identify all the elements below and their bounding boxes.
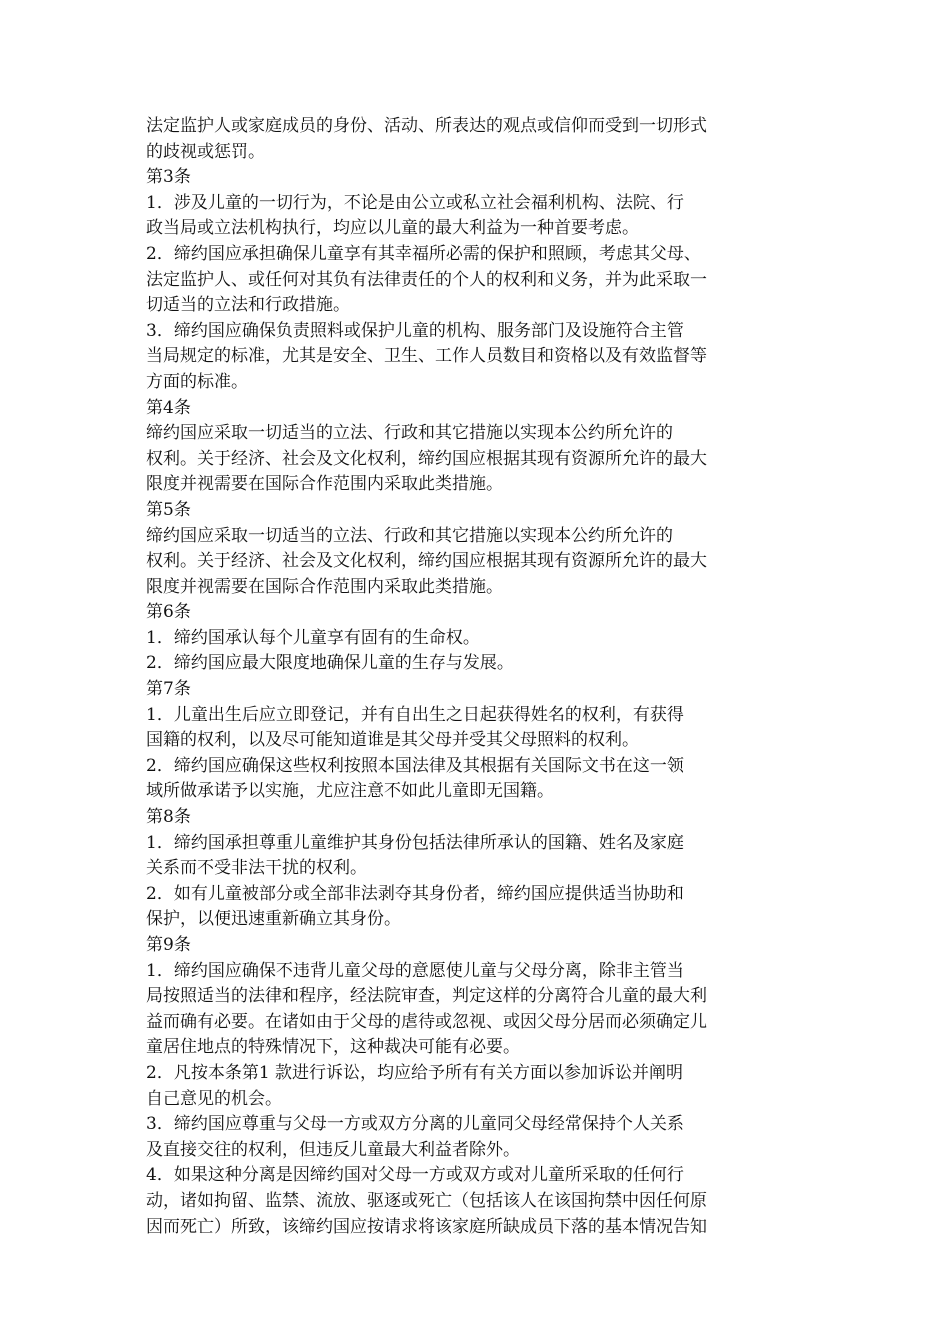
text-line: 1．儿童出生后应立即登记，并有自出生之日起获得姓名的权利，有获得: [146, 704, 684, 725]
text-line: 2．缔约国应最大限度地确保儿童的生存与发展。: [146, 653, 514, 674]
text-line: 1．涉及儿童的一切行为，不论是由公立或私立社会福利机构、法院、行: [146, 192, 684, 213]
text-line: 法定监护人、或任何对其负有法律责任的个人的权利和义务，并为此采取一: [146, 269, 707, 290]
text-line: 1．缔约国承认每个儿童享有固有的生命权。: [146, 627, 480, 648]
text-line: 2．如有儿童被部分或全部非法剥夺其身份者，缔约国应提供适当协助和: [146, 883, 684, 904]
text-line: 国籍的权利，以及尽可能知道谁是其父母并受其父母照料的权利。: [146, 730, 639, 751]
text-line: 缔约国应采取一切适当的立法、行政和其它措施以实现本公约所允许的: [146, 423, 673, 444]
text-line: 法定监护人或家庭成员的身份、活动、所表达的观点或信仰而受到一切形式: [146, 116, 707, 136]
article-heading: 第5条: [146, 499, 191, 520]
text-line: 保护，以便迅速重新确立其身份。: [146, 909, 401, 930]
text-line: 方面的标准。: [146, 371, 248, 392]
text-line: 益而确有必要。在诸如由于父母的虐待或忽视、或因父母分居而必须确定儿: [146, 1011, 707, 1032]
text-line: 3．缔约国应尊重与父母一方或双方分离的儿童同父母经常保持个人关系: [146, 1114, 684, 1135]
text-line: 政当局或立法机构执行，均应以儿童的最大利益为一种首要考虑。: [146, 218, 639, 239]
text-line: 缔约国应采取一切适当的立法、行政和其它措施以实现本公约所允许的: [146, 525, 673, 546]
article-heading: 第4条: [146, 397, 191, 418]
article-heading: 第3条: [146, 167, 191, 188]
text-line: 1．缔约国应确保不违背儿童父母的意愿使儿童与父母分离，除非主管当: [146, 960, 684, 981]
text-line: 权利。关于经济、社会及文化权利，缔约国应根据其现有资源所允许的最大: [146, 551, 707, 572]
text-line: 3．缔约国应确保负责照料或保护儿童的机构、服务部门及设施符合主管: [146, 320, 684, 341]
document-body: [146, 114, 786, 1240]
text-line: 权利。关于经济、社会及文化权利，缔约国应根据其现有资源所允许的最大: [146, 448, 707, 469]
text-line: 因而死亡）所致，该缔约国应按请求将该家庭所缺成员下落的基本情况告知: [146, 1216, 707, 1237]
text-line: 2．缔约国应承担确保儿童享有其幸福所必需的保护和照顾，考虑其父母、: [146, 243, 701, 264]
text-line: 限度并视需要在国际合作范围内采取此类措施。: [146, 474, 503, 495]
article-heading: 第9条: [146, 935, 191, 955]
text-line: 切适当的立法和行政措施。: [146, 295, 350, 316]
text-line: 关系而不受非法干扰的权利。: [146, 858, 367, 879]
text-line: 自己意见的机会。: [146, 1088, 282, 1109]
text-line: 1．缔约国承担尊重儿童维护其身份包括法律所承认的国籍、姓名及家庭: [146, 832, 684, 853]
text-line: 限度并视需要在国际合作范围内采取此类措施。: [146, 576, 503, 597]
text-line: 的歧视或惩罚。: [146, 141, 265, 162]
text-line: 动，诸如拘留、监禁、流放、驱逐或死亡（包括该人在该国拘禁中因任何原: [146, 1190, 707, 1211]
text-line: 2．凡按本条第1 款进行诉讼，均应给予所有有关方面以参加诉讼并阐明: [146, 1062, 684, 1083]
article-heading: 第6条: [146, 602, 191, 623]
text-line: 域所做承诺予以实施，尤应注意不如此儿童即无国籍。: [146, 781, 554, 802]
text-line: 局按照适当的法律和程序，经法院审查，判定这样的分离符合儿童的最大利: [146, 986, 707, 1007]
article-heading: 第8条: [146, 807, 191, 828]
text-line: 4．如果这种分离是因缔约国对父母一方或双方或对儿童所采取的任何行: [146, 1165, 684, 1186]
text-line: 及直接交往的权利，但违反儿童最大利益者除外。: [146, 1139, 520, 1160]
text-line: 2．缔约国应确保这些权利按照本国法律及其根据有关国际文书在这一领: [146, 755, 684, 776]
text-line: 童居住地点的特殊情况下，这种裁决可能有必要。: [146, 1037, 520, 1058]
article-heading: 第7条: [146, 679, 191, 700]
text-line: 当局规定的标准，尤其是安全、卫生、工作人员数目和资格以及有效监督等: [146, 346, 707, 367]
